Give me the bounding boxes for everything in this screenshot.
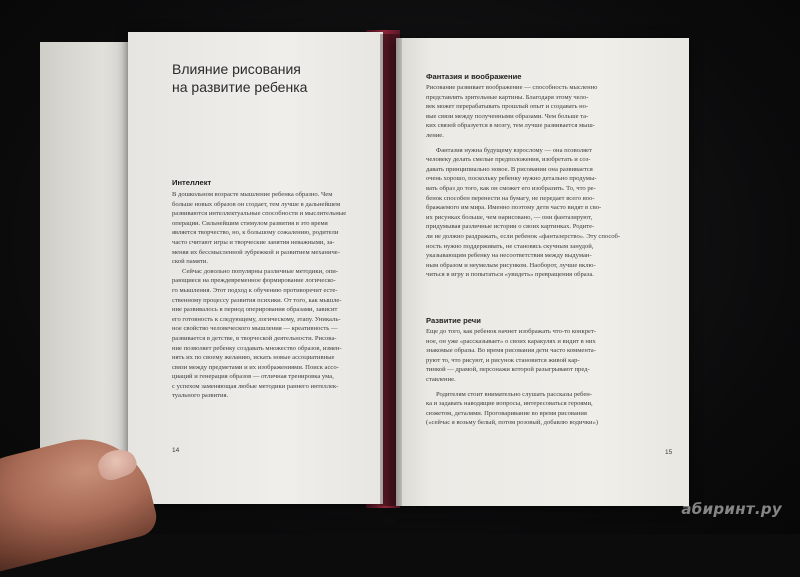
text-line: развиваются интеллектуальные способности и мыслительные (172, 210, 347, 218)
text-line: рающиеся на преждевременное формирование логическо- (172, 277, 336, 285)
chapter-title-line: Влияние рисования (172, 61, 301, 77)
text-line: ное, он уже «рассказывает» о своих каракулях и видит в них (426, 337, 596, 345)
text-line: его готовность к следующему, логическому, этапу. Уникаль- (172, 315, 341, 323)
text-line: сюжетом, деталями. Проговаривание во время рисования (426, 409, 587, 417)
text-line: придумывая различные истории о своих картинках. Родите- (426, 223, 595, 231)
text-line: ние позволяет ребенку создавать множество образов, измен- (172, 344, 342, 352)
text-line: ное свойство человеческого мышления — креативность — (172, 325, 338, 333)
text-line: ка и задавать наводящие вопросы, интересоваться героями, (426, 400, 593, 408)
text-line: часто считают игры и творческие занятия неважными, за- (172, 238, 335, 246)
text-line: го мышления. Этот подход к обучению противоречит есте- (172, 286, 338, 294)
book-page-stack-edge (40, 42, 130, 494)
text-line: Еще до того, как ребенок начнет изображать что-то конкрет- (426, 328, 597, 335)
text-line: ственному процессу развития психики. От того, как мышле- (172, 296, 342, 304)
text-line: ность нужно поддерживать, не становясь скучным занудой, (426, 242, 594, 250)
text-line: ких связей образуется в мозгу, тем лучше развивается мыш- (426, 122, 595, 130)
text-line: представлять зрительные картины. Благодаря этому чело- (426, 93, 589, 101)
chapter-title-line: на развитие ребенка (172, 79, 308, 95)
text-line: очень хорошо, поскольку ребенку нужно детально продумы- (426, 175, 597, 183)
text-line: меняя их бессмысленной зубрежкой и развитием механиче- (172, 248, 340, 256)
page-number-left: 14 (172, 447, 180, 454)
text-line: ление. (426, 131, 444, 139)
right-body-text-2 (426, 327, 598, 428)
gutter-shadow (380, 34, 402, 506)
text-line: руют то, что рисуют, и рисунок становится живой кар- (426, 356, 580, 364)
left-body-text (172, 190, 346, 401)
section-heading-intellect: Интеллект (172, 178, 212, 187)
text-line: операции. Сильнейшим стимулом развития в это время (172, 219, 328, 227)
text-line: их рисунках больше, чем нарисовано, — они фантазируют, (426, 213, 593, 221)
text-line: человеку делать смелые предположения, изобретать и соз- (426, 156, 591, 164)
text-line: («сейчас я возьму белый, потом розовый, добавлю водички») (426, 419, 599, 427)
text-line: Фантазия нужна будущему взрослому — она позволяет (436, 146, 592, 154)
text-line: развивается в детстве, в творческой деятельности. Рисова- (172, 334, 337, 342)
text-line: нять их по своему желанию, искать новые ассоциативные (172, 354, 335, 362)
text-line: туального развития. (172, 392, 229, 400)
text-line: связи между предметами и их изображениями. Поиск ассо- (172, 363, 339, 371)
text-line: циаций и генерация образов — отличная тренировка ума, (172, 373, 334, 381)
text-line: ской памяти. (172, 258, 208, 266)
text-line: ставление. (426, 375, 456, 383)
text-line: вать образ до того, как он сможет его изобразить. То, что ре- (426, 184, 596, 192)
text-line: вые связи между полученными образами. Чем больше та- (426, 112, 589, 120)
text-line: В дошкольном возрасте мышление ребенка образно. Чем (172, 191, 333, 198)
text-line: Сейчас довольно популярны различные методики, опи- (182, 267, 339, 275)
text-line: знакомые образы. Во время рисования дети часто коммента- (426, 347, 596, 355)
page-number-right: 15 (665, 449, 673, 456)
text-line: век может перерабатывать прошлый опыт и создавать но- (426, 103, 589, 111)
text-line: с успехом заменяющая любые методики раннего интеллек- (172, 382, 339, 390)
chapter-title (172, 60, 372, 96)
text-line: указывающим ребенку на несоответствия между выдуман- (426, 252, 592, 260)
text-line: ным образом и неумелым рисунком. Наоборот, лучше вклю- (426, 261, 596, 269)
right-body-text-1 (426, 83, 620, 280)
text-line: Родителям стоит внимательно слушать рассказы ребен- (436, 390, 592, 398)
section-heading-speech: Развитие речи (426, 316, 481, 325)
text-line: читься в игру и попытаться «увидеть» превращения образа. (426, 271, 594, 279)
text-line: ли не должно раздражать, если ребенок «фантазерство». Эту способ- (426, 232, 621, 240)
text-line: бенок способен перенести на бумагу, не передает всего воо- (426, 194, 595, 202)
text-line: тинкой — драмой, персонажи которой разыгрывают пред- (426, 366, 590, 374)
text-line: ние развивалось в период оперирования образами, зависит (172, 306, 338, 314)
text-line: бражаемого им мира. Именно поэтому дети часто видят в сво- (426, 204, 602, 212)
text-line: больше новых образов он создает, тем лучше в дальнейшем (172, 200, 341, 208)
text-line: Рисование развивает воображение — способность мысленно (426, 84, 598, 91)
text-line: давать принципиально новое. В рисовании она развивается (426, 165, 593, 173)
text-line: является творчество, но, к большому сожалению, родители (172, 229, 339, 237)
watermark-text: абиринт.ру (681, 500, 782, 518)
section-heading-fantasy: Фантазия и воображение (426, 72, 522, 81)
